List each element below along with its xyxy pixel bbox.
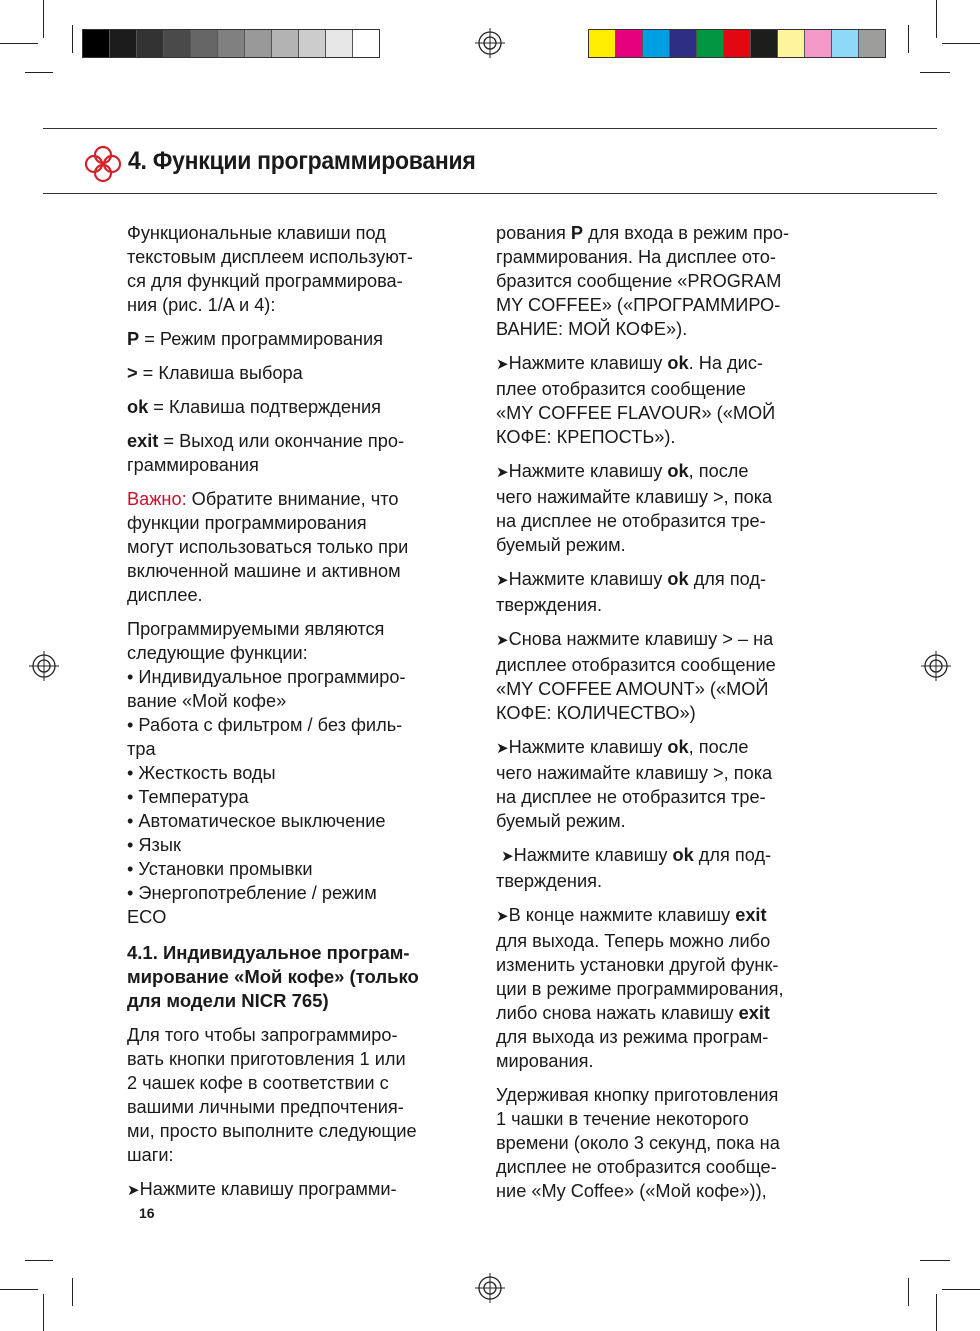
arrow-right-icon: ➤ xyxy=(496,356,509,373)
list-item: тра xyxy=(127,739,156,759)
header-top-rule xyxy=(43,128,937,129)
color-swatch xyxy=(110,30,137,57)
header-bottom-rule xyxy=(43,193,937,194)
final-paragraph: Удерживая кнопку приготовления 1 чашки в течение некоторого времени (около 3 секунд, пока на дисплее не отобразится сообще- ние «My Coffee» («Мой кофе»)), xyxy=(496,1085,780,1201)
list-item: • Температура xyxy=(127,787,249,807)
registration-mark-icon xyxy=(29,651,59,681)
step-7: ➤Нажмите клавишу ok для под- тверждения. xyxy=(496,845,772,891)
color-swatch xyxy=(670,30,697,57)
functions-list xyxy=(127,665,462,929)
arrow-right-icon: ➤ xyxy=(501,848,514,865)
color-swatch xyxy=(245,30,272,57)
step-3: ➤Нажмите клавишу ok, после чего нажимайте клавишу >, пока на дисплее не отобразится тре- буемый режим. xyxy=(496,461,773,555)
page-title: 4. Функции программирования xyxy=(128,147,476,175)
functions-list-intro: Программируемыми являются следующие функции: xyxy=(127,619,385,663)
color-swatch xyxy=(832,30,859,57)
color-swatch xyxy=(859,30,885,57)
step-6: ➤Нажмите клавишу ok, после чего нажимайте клавишу >, пока на дисплее не отобразится тре- буемый режим. xyxy=(496,737,773,831)
arrow-right-icon: ➤ xyxy=(496,908,509,925)
arrow-right-icon: ➤ xyxy=(496,464,509,481)
arrow-right-icon: ➤ xyxy=(496,572,509,589)
list-item: • Установки промывки xyxy=(127,859,313,879)
left-column xyxy=(127,221,462,1213)
color-swatch xyxy=(697,30,724,57)
section-intro: Для того чтобы запрограммиро- вать кнопки приготовления 1 или 2 чашек кофе в соответствии с вашими личными предпочтения- ми, просто выполните следующие шаги: xyxy=(127,1025,417,1165)
color-swatch xyxy=(137,30,164,57)
step-1-text: рования P для входа в режим про- граммирования. На дисплее ото- бразится сообщение «PROGRAM MY COFFEE» («ПРОГРАММИРО- ВАНИЕ: МОЙ КОФЕ»). xyxy=(496,223,790,339)
color-swatch xyxy=(272,30,299,57)
grayscale-color-bar xyxy=(82,29,380,58)
step-enter-program: ➤Нажмите клавишу программи- xyxy=(127,1179,397,1199)
list-item: • Индивидуальное программиро- xyxy=(127,667,406,687)
color-swatch xyxy=(164,30,191,57)
list-item: • Автоматическое выключение xyxy=(127,811,386,831)
right-column xyxy=(496,221,836,1213)
section-heading: 4.1. Индивидуальное програм- мирование «Мой кофе» (только для модели NICR 765) xyxy=(127,942,419,1011)
registration-mark-icon xyxy=(475,1273,505,1303)
color-swatch xyxy=(191,30,218,57)
list-item: • Энергопотребление / режим xyxy=(127,883,377,903)
intro-paragraph: Функциональные клавиши под текстовым дисплеем используют- ся для функций программирова- ния (рис. 1/A и 4): xyxy=(127,223,413,315)
step-4: ➤Нажмите клавишу ok для под- тверждения. xyxy=(496,569,767,615)
color-swatch xyxy=(643,30,670,57)
list-item: • Работа с фильтром / без филь- xyxy=(127,715,403,735)
key-definition-exit: exit = Выход или окончание про- граммирования xyxy=(127,431,405,475)
important-note: Важно: Обратите внимание, что функции программирования могут использоваться только при включенной машине и активном дисплее. xyxy=(127,489,409,605)
process-color-bar xyxy=(588,29,886,58)
color-swatch xyxy=(778,30,805,57)
list-item: • Жесткость воды xyxy=(127,763,276,783)
key-definition-ok: ok = Клавиша подтверждения xyxy=(127,397,382,417)
color-swatch xyxy=(724,30,751,57)
color-swatch xyxy=(805,30,832,57)
page-number: 16 xyxy=(139,1205,155,1221)
color-swatch xyxy=(218,30,245,57)
color-swatch xyxy=(299,30,326,57)
list-item: • Язык xyxy=(127,835,181,855)
step-8: ➤В конце нажмите клавишу exit для выхода. Теперь можно либо изменить установки другой функ- ции в режиме программирования, либо снова нажать клавишу exit для выхода из режима програм- мирования. xyxy=(496,905,784,1071)
flower-logo-icon xyxy=(83,144,123,184)
arrow-right-icon: ➤ xyxy=(496,740,509,757)
step-2: ➤Нажмите клавишу ok. На дис- плее отобразится сообщение «MY COFFEE FLAVOUR» («МОЙ КОФЕ: КРЕПОСТЬ»). xyxy=(496,353,776,447)
color-swatch xyxy=(751,30,778,57)
list-item: ECO xyxy=(127,907,167,927)
registration-mark-icon xyxy=(921,651,951,681)
registration-mark-icon xyxy=(475,28,505,58)
color-swatch xyxy=(589,30,616,57)
key-definition-p: P = Режим программирования xyxy=(127,329,383,349)
arrow-right-icon: ➤ xyxy=(127,1182,140,1199)
key-definition-select: > = Клавиша выбора xyxy=(127,363,303,383)
color-swatch xyxy=(616,30,643,57)
list-item: вание «Мой кофе» xyxy=(127,691,287,711)
arrow-right-icon: ➤ xyxy=(496,632,509,649)
step-5: ➤Снова нажмите клавишу > – на дисплее отобразится сообщение «MY COFFEE AMOUNT» («МОЙ КОФЕ: КОЛИЧЕСТВО») xyxy=(496,629,776,723)
color-swatch xyxy=(353,30,379,57)
color-swatch xyxy=(83,30,110,57)
color-swatch xyxy=(326,30,353,57)
important-label: Важно: xyxy=(127,489,187,509)
